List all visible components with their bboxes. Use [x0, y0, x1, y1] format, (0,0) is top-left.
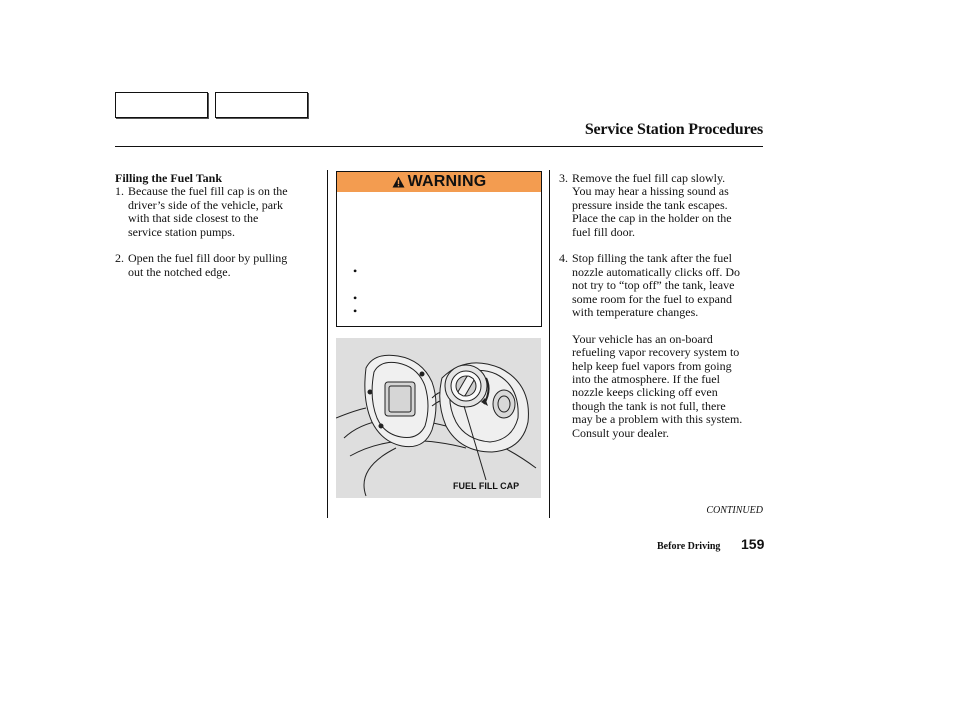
step-3 — [559, 172, 769, 239]
step-line: service station pumps. — [128, 224, 235, 239]
column-divider-left — [327, 170, 328, 518]
step-line: Because the fuel fill cap is on the — [128, 184, 288, 199]
step-line: Remove the fuel fill cap slowly. — [572, 171, 726, 185]
footer-section-name: Before Driving — [657, 541, 721, 552]
column-divider-right — [549, 170, 550, 518]
step-2 — [115, 252, 315, 279]
figure-caption: FUEL FILL CAP — [453, 481, 520, 491]
paragraph-line: though the tank is not full, there — [572, 398, 726, 413]
paragraph-line: help keep fuel vapors from going — [572, 358, 732, 373]
section-heading: Filling the Fuel Tank — [115, 171, 223, 185]
step-line: Place the cap in the holder on the — [572, 211, 732, 226]
step-line: fuel fill door. — [572, 224, 635, 239]
paragraph-line: nozzle keeps clicking off even — [572, 385, 718, 400]
step-1 — [115, 185, 315, 239]
step-line: driver’s side of the vehicle, park — [128, 197, 284, 212]
page-title: Service Station Procedures — [584, 121, 763, 138]
warning-label: WARNING — [407, 173, 487, 190]
step-line: You may hear a hissing sound as — [572, 184, 729, 199]
continued-label: CONTINUED — [706, 505, 763, 516]
warning-triangle-icon — [392, 176, 405, 188]
warning-bullet: • — [353, 291, 358, 305]
fuel-fill-cap-illustration — [336, 338, 541, 498]
title-divider — [115, 146, 763, 147]
step-number: 1. — [115, 184, 124, 199]
step-number: 4. — [559, 251, 568, 266]
warning-header — [337, 172, 541, 192]
step-line: out the notched edge. — [128, 264, 231, 279]
paragraph-line: may be a problem with this system. — [572, 412, 743, 427]
step-line: pressure inside the tank escapes. — [572, 197, 728, 212]
paragraph-line: Your vehicle has an on-board — [572, 331, 713, 346]
nav-previous-button[interactable] — [115, 92, 208, 118]
step-line: some room for the fuel to expand — [572, 291, 732, 306]
step-line: nozzle automatically clicks off. Do — [572, 264, 741, 279]
warning-box — [336, 171, 542, 327]
right-column — [559, 172, 769, 440]
paragraph-line: into the atmosphere. If the fuel — [572, 372, 720, 387]
warning-bullet: • — [353, 304, 358, 318]
step-line: with temperature changes. — [572, 305, 699, 320]
step-line: with that side closest to the — [128, 211, 259, 226]
page-number: 159 — [741, 536, 765, 552]
fuel-door-drawing — [336, 338, 541, 498]
step-number: 2. — [115, 251, 124, 266]
step-line: not try to “top off” the tank, leave — [572, 278, 735, 293]
step-number: 3. — [559, 171, 568, 185]
left-column — [115, 172, 315, 279]
warning-bullet: • — [353, 264, 358, 278]
step-line: Stop filling the tank after the fuel — [572, 251, 732, 266]
vapor-recovery-paragraph — [559, 333, 769, 440]
nav-next-button[interactable] — [215, 92, 308, 118]
step-4 — [559, 252, 769, 319]
step-line: Open the fuel fill door by pulling — [128, 251, 288, 266]
paragraph-line: refueling vapor recovery system to — [572, 345, 740, 360]
paragraph-line: Consult your dealer. — [572, 425, 669, 440]
